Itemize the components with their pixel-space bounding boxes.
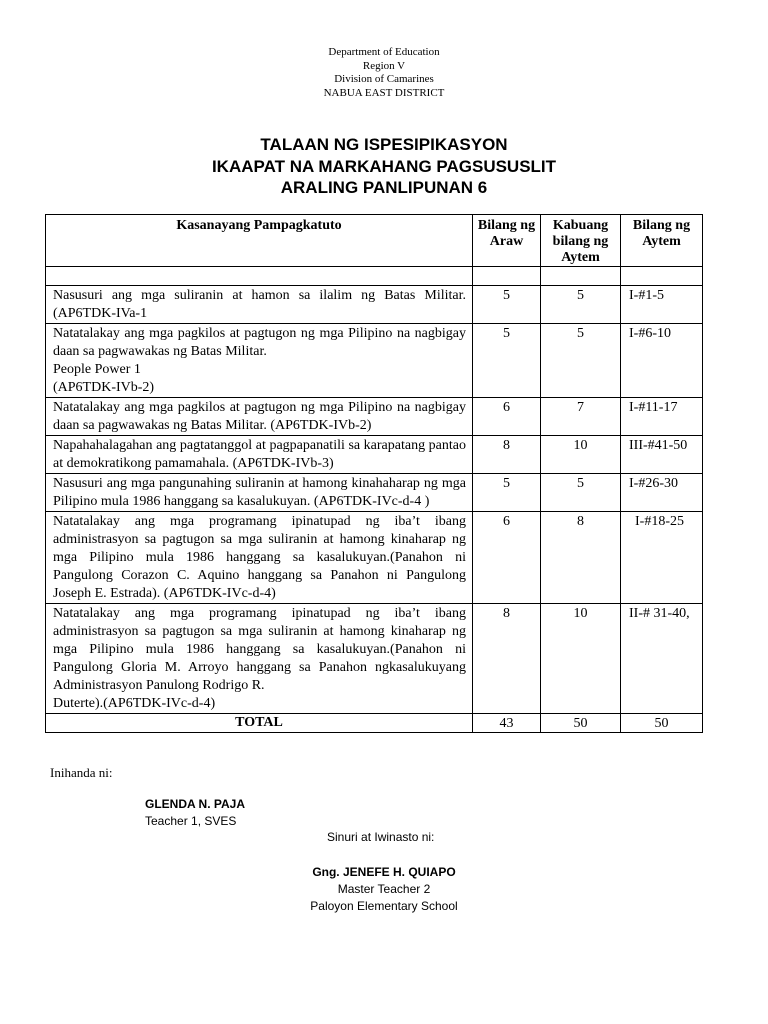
items-cell: 10 [541, 604, 621, 714]
items-cell: 10 [541, 436, 621, 474]
title-line-1: TALAAN NG ISPESIPIKASYON [260, 135, 508, 154]
placement-cell: I-#26-30 [621, 474, 703, 512]
total-days: 43 [473, 714, 541, 733]
placement-cell: III-#41-50 [621, 436, 703, 474]
region-line: Region V [362, 59, 406, 72]
days-cell: 5 [473, 324, 541, 398]
checker-school: Paloyon Elementary School [310, 899, 458, 913]
placement-cell: II-# 31-40, [621, 604, 703, 714]
title-line-3: ARALING PANLIPUNAN 6 [280, 178, 488, 197]
competency-text-line2: People Power 1 [53, 362, 141, 377]
items-cell: 7 [541, 398, 621, 436]
specification-table [45, 214, 703, 733]
days-cell: 5 [473, 286, 541, 324]
table-row [46, 604, 703, 714]
total-label: TOTAL [46, 714, 473, 733]
competency-cell: Natatalakay ang mga pagkilos at pagtugon ng mga Pilipino na nagbigay daan sa pagwawakas ng Batas Militar. (AP6TDK-IVb-2) [46, 398, 473, 436]
header-competency: Kasanayang Pampagkatuto [46, 215, 473, 267]
competency-text: Natatalakay ang mga pagkilos at pagtugon ng mga Pilipino na nagbigay daan sa pagwawakas ng Batas Militar. [53, 326, 466, 359]
competency-cell: Nasusuri ang mga suliranin at hamon sa ilalim ng Batas Militar. (AP6TDK-IVa-1 [46, 286, 473, 324]
table-total-row [46, 714, 703, 733]
total-items: 50 [541, 714, 621, 733]
title-line-2: IKAAPAT NA MARKAHANG PAGSUSUSLIT [211, 156, 557, 176]
header-total-items: Kabuang bilang ng Aytem [541, 215, 621, 267]
table-row [46, 398, 703, 436]
competency-text-line2: Duterte).(AP6TDK-IVc-d-4) [53, 696, 216, 711]
preparer-title: Teacher 1, SVES [145, 814, 237, 828]
checked-by-label: Sinuri at Iwinasto ni: [327, 830, 435, 844]
table-row [46, 474, 703, 512]
competency-cell: Nasusuri ang mga pangunahing suliranin at hamong kinahaharap ng mga Pilipino mula 1986 hanggang sa kasalukuyan. (AP6TDK-IVc-d-4 ) [46, 474, 473, 512]
document-header [0, 46, 768, 100]
items-cell: 5 [541, 286, 621, 324]
days-cell: 8 [473, 436, 541, 474]
items-cell: 5 [541, 474, 621, 512]
competency-cell [46, 324, 473, 398]
total-placement: 50 [621, 714, 703, 733]
header-days: Bilang ng Araw [473, 215, 541, 267]
competency-cell [46, 604, 473, 714]
table-row [46, 436, 703, 474]
competency-text: Natatalakay ang mga programang ipinatupad ng iba’t ibang administrasyon sa pagtugon sa mga suliranin at hamong kinaharap ng mga Pilipino mula 1986 hanggang sa kasalukuyan.(Panahon ni Pangulong Gloria M. Arroyo hanggang sa Panahon ngkasalukuyang Administrasyon Panulong Rodrigo R. [53, 606, 466, 693]
items-cell: 5 [541, 324, 621, 398]
department-line: Department of Education [328, 46, 440, 58]
preparer-name: GLENDA N. PAJA [145, 797, 246, 811]
document-title [0, 134, 768, 199]
preparer-signature [145, 796, 245, 830]
placement-cell: I-#1-5 [621, 286, 703, 324]
checker-signature [0, 864, 768, 915]
checker-name: Gng. JENEFE H. QUIAPO [312, 865, 456, 879]
table-spacer-row [46, 267, 703, 286]
days-cell: 5 [473, 474, 541, 512]
division-line: Division of Camarines [334, 73, 434, 85]
table-row [46, 512, 703, 604]
competency-cell: Natatalakay ang mga programang ipinatupad ng iba’t ibang administrasyon sa pagtugon sa mga suliranin at hamong kinaharap ng mga Pilipino mula 1986 hanggang sa kasalukuyan.(Panahon ni Pangulong Corazon C. Aquino hanggang sa Panahon ni Pangulong Joseph E. Estrada). (AP6TDK-IVc-d-4) [46, 512, 473, 604]
competency-code: (AP6TDK-IVb-2) [53, 380, 155, 395]
header-item-numbers: Bilang ng Aytem [621, 215, 703, 267]
days-cell: 6 [473, 512, 541, 604]
checker-title: Master Teacher 2 [337, 882, 431, 896]
competency-cell: Napahahalagahan ang pagtatanggol at pagpapanatili sa karapatang pantao at demokratikong pamamahala. (AP6TDK-IVb-3) [46, 436, 473, 474]
placement-cell: I-#18-25 [621, 512, 703, 604]
placement-cell: I-#6-10 [621, 324, 703, 398]
days-cell: 8 [473, 604, 541, 714]
items-cell: 8 [541, 512, 621, 604]
table-row [46, 286, 703, 324]
table-row [46, 324, 703, 398]
days-cell: 6 [473, 398, 541, 436]
prepared-by-label: Inihanda ni: [50, 765, 113, 780]
table-header-row [46, 215, 703, 267]
placement-cell: I-#11-17 [621, 398, 703, 436]
district-line: NABUA EAST DISTRICT [323, 86, 445, 99]
